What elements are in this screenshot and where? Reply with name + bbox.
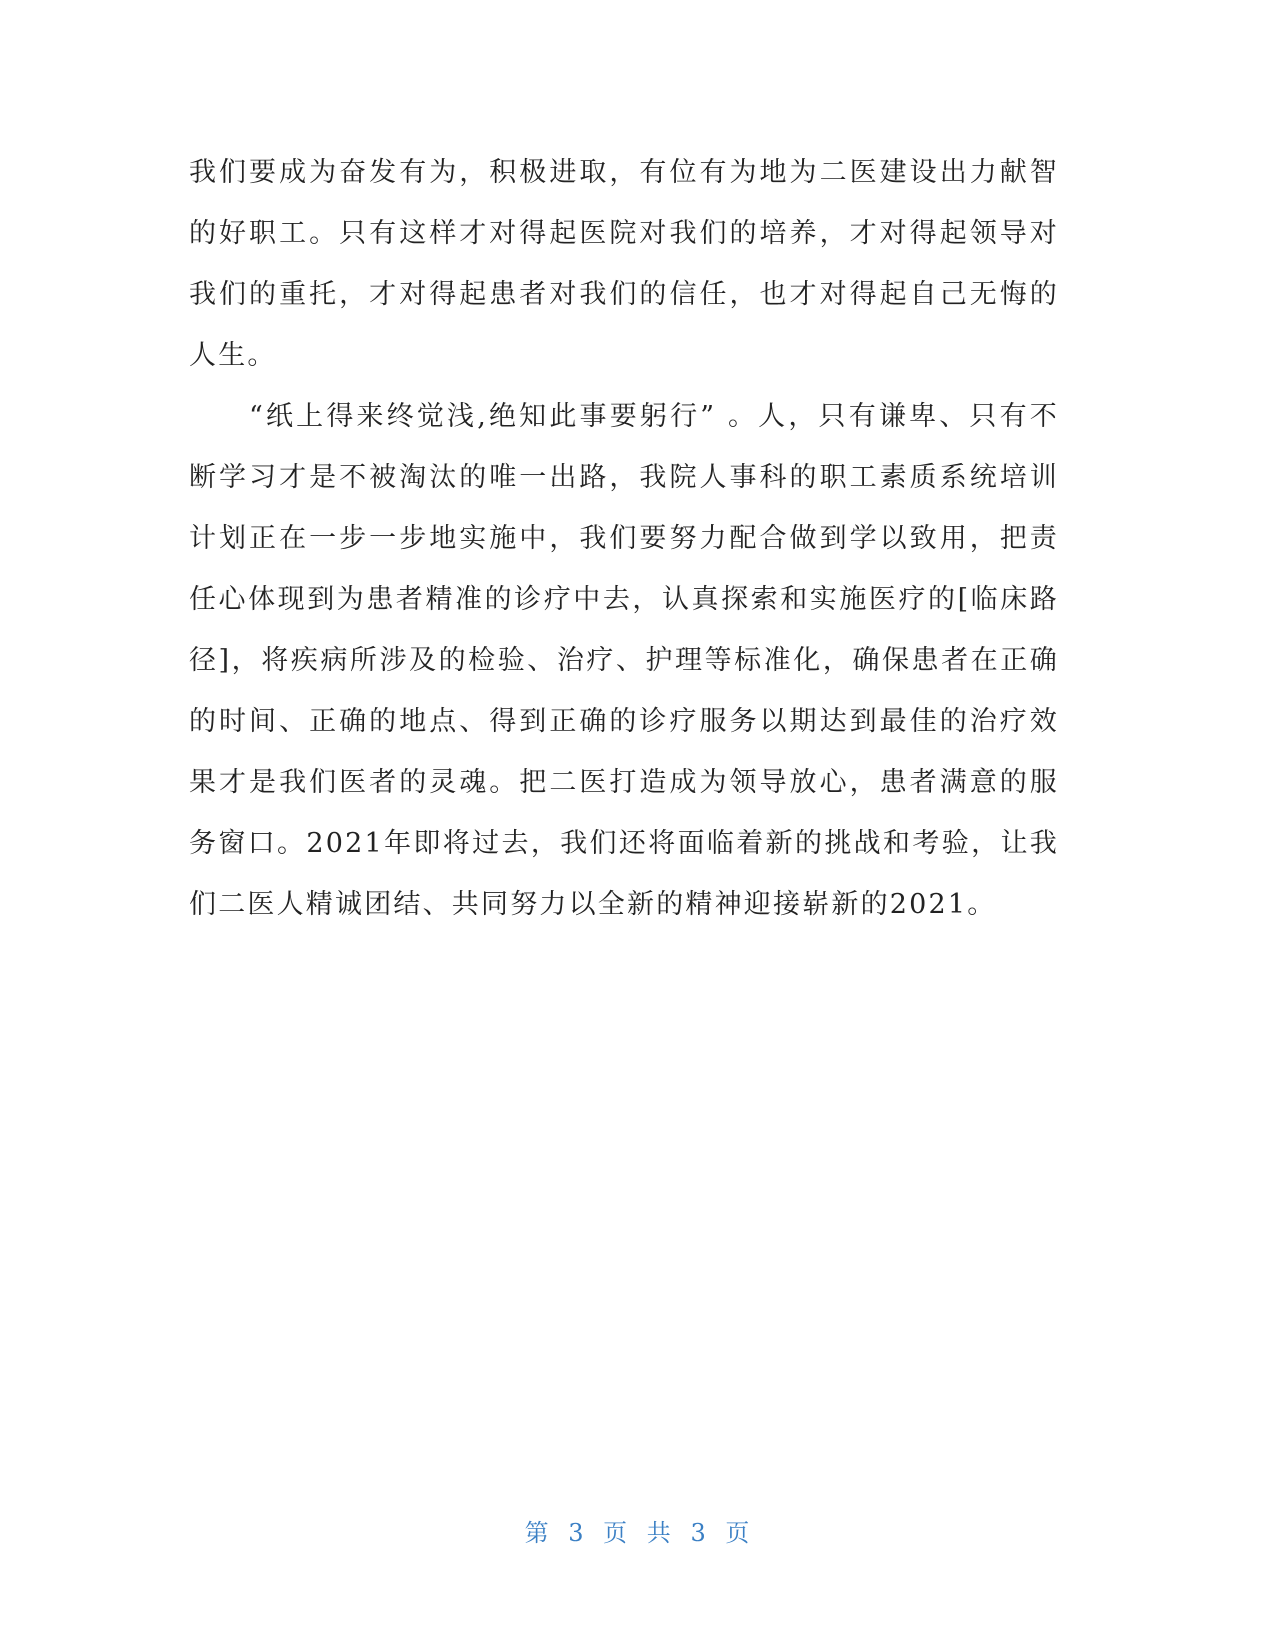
paragraph-2: “纸上得来终觉浅,绝知此事要躬行” 。人，只有谦卑、只有不断学习才是不被淘汰的唯一出路，我院人事科的职工素质系统培训计划正在一步一步地实施中，我们要努力配合做到学以致用，把责任心体现到为患者精准的诊疗中去，认真探索和实施医疗的[临床路径]，将疾病所涉及的检验、治疗、护理等标准化，确保患者在正确的时间、正确的地点、得到正确的诊疗服务以期达到最佳的治疗效果才是我们医者的灵魂。把二医打造成为领导放心，患者满意的服务窗口。2021年即将过去，我们还将面临着新的挑战和考验，让我们二医人精诚团结、共同努力以全新的精神迎接崭新的2021。 [189,401,1059,920]
page-number-footer: 第 3 页 共 3 页 [524,1519,751,1547]
document-body [189,142,1059,935]
paragraph-1: 我们要成为奋发有为，积极进取，有位有为地为二医建设出力献智的好职工。只有这样才对得起医院对我们的培养，才对得起领导对我们的重托，才对得起患者对我们的信任，也才对得起自己无悔的人生。 [189,157,1059,371]
